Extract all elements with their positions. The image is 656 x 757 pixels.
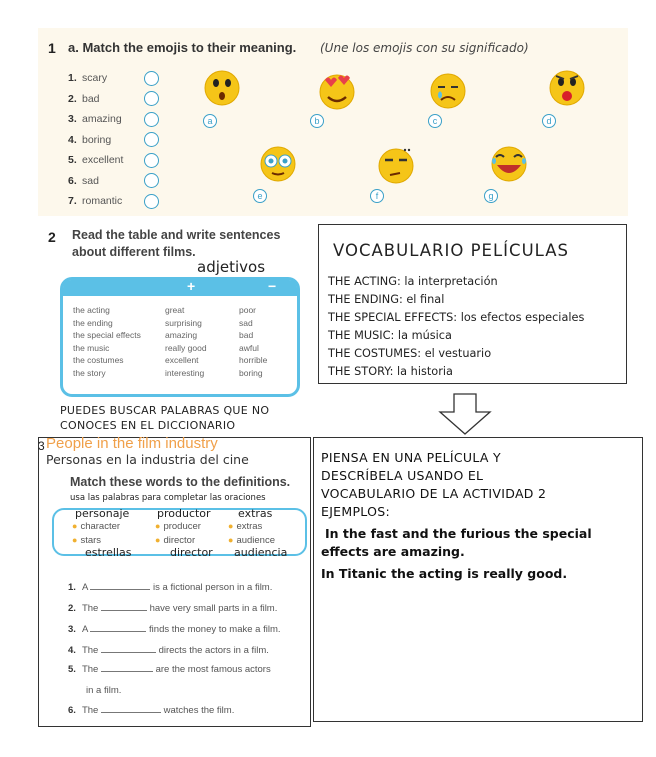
emoji-letter: e — [253, 189, 267, 203]
word-item: 6. sad — [68, 171, 159, 192]
exercise-2-number: 2 — [48, 229, 56, 245]
definition-sentence-continuation: in a film. — [86, 685, 122, 696]
vocabulario-list — [328, 273, 584, 381]
table-cell: really good — [165, 342, 207, 353]
table-cell: interesting — [165, 367, 205, 378]
table-cell: bad — [239, 330, 254, 340]
answer-blank[interactable] — [101, 705, 161, 713]
exercise-1-number: 1 — [48, 40, 56, 56]
word-item: 3. amazing — [68, 109, 159, 130]
word-bank-heading: personaje — [75, 507, 130, 520]
exercise-2-title: Read the table and write sentences about different films. — [72, 228, 281, 259]
word-bank-item: ● character — [72, 521, 121, 532]
exercise-3-number: 3 — [38, 439, 45, 453]
exercise-3-instruction: Match these words to the definitions. — [70, 475, 291, 489]
vocab-line: THE SPECIAL EFFECTS: los efectos especiales — [328, 311, 585, 324]
table-cell: sad — [239, 317, 253, 328]
down-arrow-icon — [438, 392, 492, 436]
answer-circle[interactable] — [144, 194, 159, 209]
example-sentence: In Titanic the acting is really good. — [321, 566, 568, 581]
angry-shout-emoji-icon — [548, 68, 586, 108]
example-sentence: In the fast and the furious the special — [325, 526, 592, 541]
vocab-line: THE ENDING: el final — [328, 293, 445, 306]
writing-task-box — [313, 437, 643, 722]
vocab-line: THE STORY: la historia — [328, 365, 453, 378]
word-bank-item: ● producer — [155, 521, 201, 532]
vocab-line: THE MUSIC: la música — [328, 329, 452, 342]
table-cell: horrible — [239, 355, 268, 365]
answer-blank[interactable] — [101, 603, 147, 611]
word-bank-item: ● stars — [72, 535, 102, 546]
definition-sentence: 5. The are the most famous actors — [68, 664, 271, 675]
table-cell: amazing — [165, 330, 198, 340]
heart-eyes-emoji-icon — [317, 70, 357, 110]
answer-blank[interactable] — [101, 645, 156, 653]
exercise-3-note: usa las palabras para completar las oraciones — [70, 493, 266, 503]
big-eyes-emoji-icon — [260, 146, 296, 182]
answer-circle[interactable] — [144, 173, 159, 188]
table-cell: awful — [239, 342, 259, 353]
table-cell: poor — [239, 305, 257, 315]
table-column-nouns — [73, 304, 141, 379]
emoji-letter: f — [370, 189, 384, 203]
answer-circle[interactable] — [144, 112, 159, 127]
definition-sentence: 3. A finds the money to make a film. — [68, 624, 281, 635]
emoji-letter: d — [542, 114, 556, 128]
table-cell: the music — [73, 342, 110, 353]
word-item: 1. scary — [68, 68, 159, 89]
table-cell: the costumes — [73, 355, 124, 365]
table-cell: the acting — [73, 305, 110, 315]
table-cell: the ending — [73, 317, 113, 328]
vocabulario-title: VOCABULARIO PELÍCULAS — [333, 241, 569, 260]
table-column-negative — [239, 304, 267, 379]
shocked-face-emoji-icon — [204, 70, 240, 106]
word-bank-item: ● audience — [228, 535, 275, 546]
adjetivos-label: adjetivos — [197, 258, 266, 276]
vocab-line: THE ACTING: la interpretación — [328, 275, 498, 288]
table-header-bar — [63, 280, 297, 296]
word-bank-item: ● director — [155, 535, 196, 546]
laughing-face-emoji-icon — [488, 144, 530, 184]
table-cell: boring — [239, 367, 263, 378]
answer-circle[interactable] — [144, 132, 159, 147]
writing-task-instructions: PIENSA EN UNA PELÍCULA Y DESCRÍBELA USANDO EL VOCABULARIO DE LA ACTIVIDAD 2 EJEMPLOS: — [321, 450, 547, 519]
example-sentence: effects are amazing. — [321, 544, 465, 559]
word-bank-translation: estrellas — [85, 546, 132, 559]
table-cell: the story — [73, 367, 106, 378]
word-item: 7. romantic — [68, 191, 159, 212]
table-cell: the special effects — [73, 330, 141, 340]
definition-sentence: 2. The have very small parts in a film. — [68, 603, 278, 614]
sad-face-emoji-icon — [430, 73, 466, 109]
film-adjectives-table — [60, 277, 300, 397]
emoji-letter: g — [484, 189, 498, 203]
bored-face-emoji-icon — [377, 146, 415, 184]
word-bank-translation: director — [170, 546, 213, 559]
emoji-letter: b — [310, 114, 324, 128]
exercise-1-note: (Une los emojis con su significado) — [320, 41, 529, 55]
word-bank-heading: extras — [238, 507, 273, 520]
word-item: 4. boring — [68, 130, 159, 151]
exercise-1-panel — [38, 28, 628, 216]
definition-sentence: 4. The directs the actors in a film. — [68, 645, 269, 656]
plus-icon: + — [187, 278, 196, 294]
emoji-letter: c — [428, 114, 442, 128]
answer-circle[interactable] — [144, 153, 159, 168]
answer-blank[interactable] — [90, 582, 150, 590]
answer-blank[interactable] — [101, 664, 153, 672]
table-column-positive — [165, 304, 207, 379]
table-cell: excellent — [165, 355, 199, 365]
vocab-line: THE COSTUMES: el vestuario — [328, 347, 492, 360]
word-bank-item: ● extras — [228, 521, 263, 532]
emoji-word-list — [68, 68, 159, 212]
emoji-letter: a — [203, 114, 217, 128]
exercise-3-title: People in the film industry — [46, 435, 218, 452]
answer-circle[interactable] — [144, 71, 159, 86]
dictionary-tip: PUEDES BUSCAR PALABRAS QUE NO CONOCES EN EL DICCIONARIO — [60, 404, 270, 432]
word-item: 2. bad — [68, 89, 159, 110]
answer-circle[interactable] — [144, 91, 159, 106]
minus-icon: − — [268, 278, 277, 294]
answer-blank[interactable] — [90, 624, 146, 632]
definition-sentence: 6. The watches the film. — [68, 705, 235, 716]
definition-sentence: 1. A is a fictional person in a film. — [68, 582, 273, 593]
word-bank-translation: audiencia — [234, 546, 288, 559]
exercise-3-subtitle: Personas en la industria del cine — [46, 452, 249, 467]
word-item: 5. excellent — [68, 150, 159, 171]
vocabulario-box — [318, 224, 627, 384]
word-bank-heading: productor — [157, 507, 211, 520]
exercise-1-title: a. Match the emojis to their meaning. — [68, 40, 297, 55]
table-cell: surprising — [165, 317, 202, 328]
table-cell: great — [165, 305, 185, 315]
